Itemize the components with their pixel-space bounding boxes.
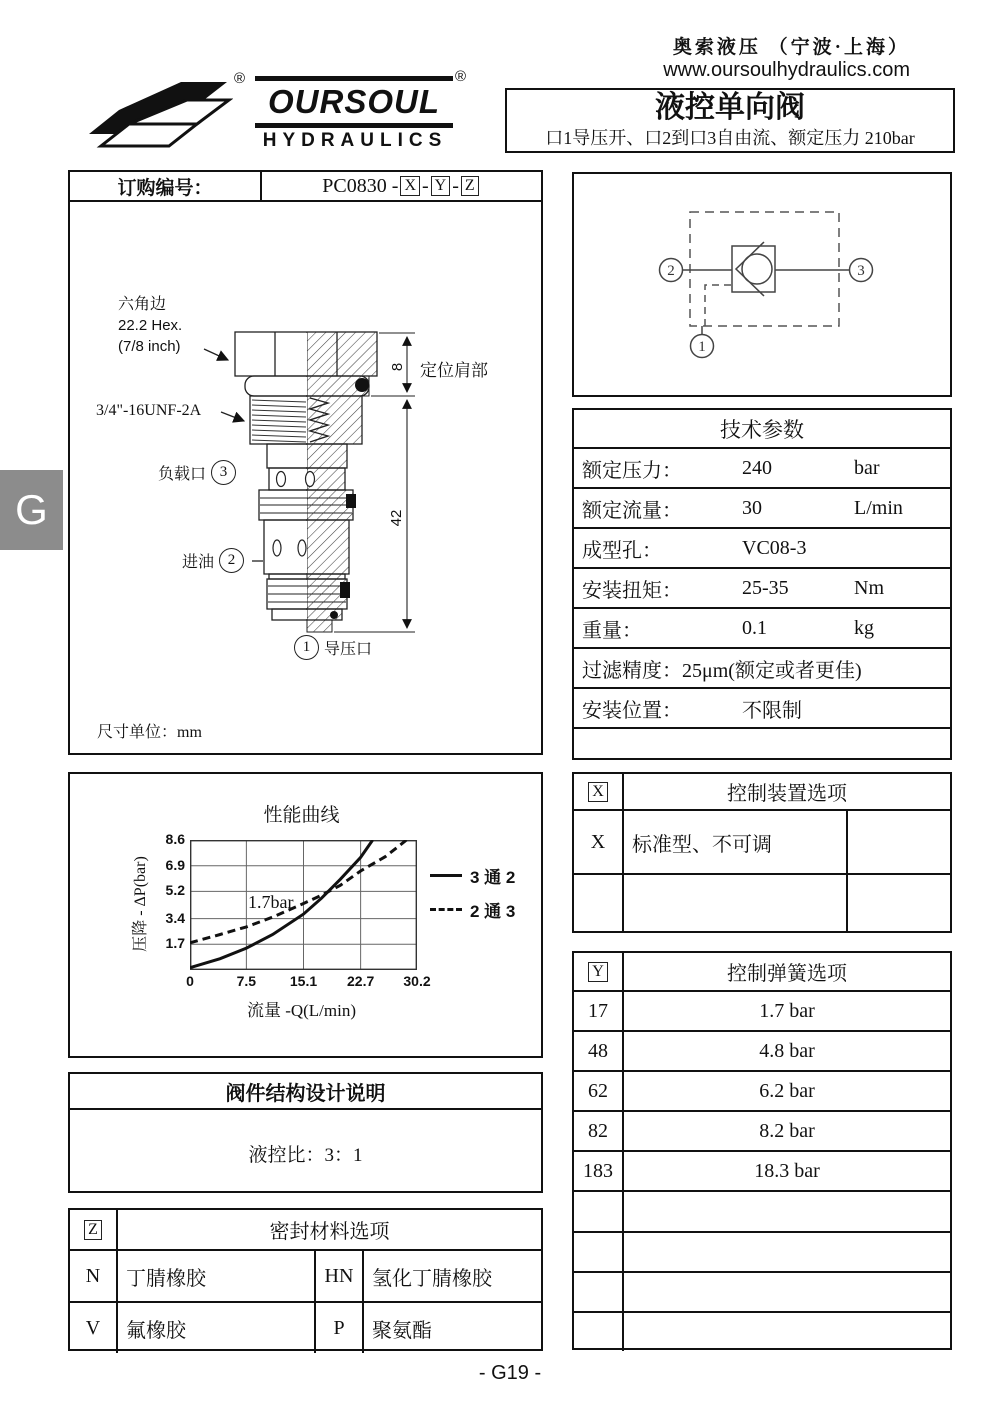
code-y-box: Y — [588, 962, 608, 982]
dashed-line-icon — [430, 908, 462, 911]
seal-desc: 丁腈橡胶 — [118, 1251, 316, 1301]
table-row — [574, 529, 950, 569]
y-tick-label: 1.7 — [165, 935, 185, 952]
table-row — [70, 1251, 541, 1303]
separator: - — [422, 174, 429, 197]
tech-table-title: 技术参数 — [574, 410, 950, 449]
x-tick-label: 15.1 — [289, 973, 318, 989]
port1-label — [294, 635, 372, 660]
chart-plot-area — [165, 831, 431, 989]
port3-number-icon: 3 — [211, 460, 236, 485]
table-header — [70, 1210, 541, 1251]
table-row — [574, 992, 950, 1032]
table-row — [574, 811, 950, 875]
spring-code: 48 — [574, 1032, 624, 1070]
table-header — [574, 774, 950, 811]
legend-item — [430, 858, 515, 892]
y-tick-label: 8.6 — [165, 831, 185, 847]
y-tick-label: 5.2 — [165, 882, 185, 899]
y-tick-label: 3.4 — [165, 909, 185, 926]
row-label: 额定压力： — [582, 459, 682, 482]
row-unit: bar — [854, 456, 880, 479]
shoulder-label: 定位肩部 — [420, 361, 488, 380]
design-note-title: 阀件结构设计说明 — [70, 1074, 541, 1110]
spring-value: 1.7 bar — [759, 999, 815, 1022]
spring-value — [624, 1313, 950, 1351]
table-row — [574, 569, 950, 609]
table-row — [574, 609, 950, 649]
legend-label: 2 通 3 — [470, 901, 516, 921]
order-number-label: 订购编号： — [70, 172, 262, 200]
drawing-panel — [68, 170, 543, 755]
table-row — [574, 1313, 950, 1351]
brand-website: www.oursoulhydraulics.com — [663, 59, 910, 81]
table-row — [574, 449, 950, 489]
table-row — [574, 1112, 950, 1152]
row-label: 安装位置： — [582, 699, 682, 722]
unit-note: 尺寸单位：mm — [97, 724, 202, 741]
spring-code: 82 — [574, 1112, 624, 1150]
legend-label: 3 通 2 — [470, 867, 516, 887]
spring-symbol — [310, 398, 328, 442]
table-row — [574, 1152, 950, 1192]
row-label: 重量： — [582, 619, 642, 642]
schem-port2: 2 — [667, 263, 675, 279]
row-label: 额定流量： — [582, 499, 682, 522]
port2-label — [182, 548, 244, 573]
table-row — [574, 1032, 950, 1072]
option-extra — [846, 811, 950, 873]
table-row — [574, 1273, 950, 1313]
spring-value: 6.2 bar — [759, 1079, 815, 1102]
row-value: 不限制 — [742, 699, 802, 722]
hydraulic-schematic-panel — [572, 172, 952, 397]
chart-title: 性能曲线 — [263, 805, 340, 826]
table-row — [70, 1303, 541, 1353]
option-desc: 标准型、不可调 — [632, 833, 772, 856]
product-subtitle: 口1导压开、口2到口3自由流、额定压力 210bar — [545, 128, 915, 148]
table-row — [574, 489, 950, 529]
row-unit: kg — [854, 616, 874, 639]
control-spring-options-table — [572, 951, 952, 1350]
registered-mark-icon: ® — [234, 70, 246, 87]
oursoul-logo-icon — [85, 74, 233, 158]
tech-parameters-table — [572, 408, 952, 760]
table-row — [574, 875, 950, 933]
row-value: VC08-3 — [742, 536, 807, 559]
registered-mark-icon: ® — [455, 68, 467, 85]
port3-text: 负载口 — [158, 466, 207, 483]
spring-value — [624, 1273, 950, 1311]
dim-42: 42 — [388, 509, 405, 527]
x-tick-label: 0 — [186, 973, 194, 989]
option-code: X — [574, 811, 624, 873]
table-row — [574, 1072, 950, 1112]
seal-code: V — [70, 1303, 118, 1353]
port2-text: 进油 — [182, 554, 215, 571]
seal-desc: 氢化丁腈橡胶 — [372, 1267, 492, 1290]
seal-code: P — [316, 1303, 364, 1353]
table-row — [574, 1233, 950, 1273]
y-tick-label: 6.9 — [165, 856, 185, 873]
port1-text: 导压口 — [324, 641, 373, 658]
table-header — [574, 953, 950, 992]
check-valve-schematic — [574, 174, 950, 395]
dim-8: 8 — [389, 362, 406, 372]
spring-code: 17 — [574, 992, 624, 1030]
code-x-box: X — [588, 782, 608, 802]
logo-subtitle: HYDRAULICS — [262, 130, 448, 151]
seal-desc: 聚氨酯 — [372, 1319, 432, 1342]
seal-material-options-table — [68, 1208, 543, 1351]
hex-label-cn: 六角边 — [118, 296, 167, 313]
port2-number-icon: 2 — [219, 548, 244, 573]
row-value: 25-35 — [742, 576, 789, 599]
row-unit: Nm — [854, 576, 884, 599]
port3-label — [158, 460, 236, 485]
seal-code: N — [70, 1251, 118, 1301]
pilot-line — [705, 285, 732, 326]
row-value: 240 — [742, 456, 772, 479]
x-tick-label: 22.7 — [347, 973, 375, 989]
design-note-content: 液控比：3：1 — [248, 1145, 363, 1166]
separator: - — [452, 174, 459, 197]
page-number: - G19 - — [478, 1362, 542, 1384]
code-y-box: Y — [431, 176, 451, 196]
table-row — [574, 729, 950, 764]
order-number-row — [70, 172, 541, 202]
table-row — [574, 649, 950, 689]
thread-label: 3/4"-16UNF-2A — [96, 402, 202, 419]
spring-value — [624, 1192, 950, 1230]
design-note-panel — [68, 1072, 543, 1193]
hex-size: 22.2 Hex. — [118, 317, 183, 334]
product-title: 液控单向阀 — [655, 91, 805, 124]
hex-size-inch: (7/8 inch) — [118, 338, 181, 355]
z-table-title: 密封材料选项 — [269, 1221, 390, 1243]
solid-line-icon — [430, 874, 462, 877]
option-code — [574, 875, 624, 933]
row-label: 安装扭矩： — [582, 579, 682, 602]
row-value: 25μm(额定或者更佳) — [682, 659, 862, 682]
spring-value: 8.2 bar — [759, 1119, 815, 1142]
chart-canvas — [190, 840, 417, 970]
schem-port1: 1 — [698, 339, 706, 355]
seal-desc: 氟橡胶 — [118, 1303, 316, 1353]
logo-wordmark: OURSOUL — [255, 76, 453, 128]
row-value: 0.1 — [742, 616, 767, 639]
schem-port3: 3 — [857, 263, 865, 279]
spring-code — [574, 1313, 624, 1351]
table-row — [574, 1192, 950, 1232]
spring-code: 183 — [574, 1152, 624, 1190]
x-tick-label: 30.2 — [403, 973, 431, 989]
table-row — [574, 689, 950, 729]
spring-code — [574, 1273, 624, 1311]
performance-chart-panel — [68, 772, 543, 1058]
order-number-code — [262, 172, 541, 200]
row-label: 过滤精度： — [582, 659, 682, 682]
x-table-title: 控制装置选项 — [727, 783, 847, 805]
code-z-box: Z — [461, 176, 479, 196]
spring-code: 62 — [574, 1072, 624, 1110]
spring-code — [574, 1233, 624, 1271]
section-tab-g: G — [0, 470, 63, 550]
spring-value: 18.3 bar — [754, 1159, 820, 1182]
x-axis-label: 流量 -Q(L/min) — [246, 1001, 357, 1020]
chart-annotation: 1.7bar — [248, 892, 294, 912]
code-z-box: Z — [84, 1220, 102, 1240]
control-device-options-table — [572, 772, 952, 933]
seal-code: HN — [316, 1251, 364, 1301]
option-extra — [846, 875, 950, 933]
code-x-box: X — [400, 176, 420, 196]
product-title-box — [505, 88, 955, 153]
y-table-title: 控制弹簧选项 — [727, 963, 847, 985]
legend-item — [430, 892, 515, 926]
valve-cross-section-drawing — [70, 172, 541, 753]
row-unit: L/min — [854, 496, 903, 519]
spring-value — [624, 1233, 950, 1271]
y-axis-label: 压降 - ΔP(bar) — [132, 856, 149, 952]
brand-name-cn: 奥索液压 （宁波·上海） — [672, 37, 910, 58]
spring-code — [574, 1192, 624, 1230]
chart-legend — [430, 858, 515, 926]
option-desc — [624, 875, 846, 933]
hex-label — [118, 294, 182, 357]
model-code: PC0830 — [322, 174, 387, 197]
row-value: 30 — [742, 496, 762, 519]
port1-number-icon: 1 — [294, 635, 319, 660]
x-tick-label: 7.5 — [236, 973, 257, 989]
row-label: 成型孔： — [582, 539, 662, 562]
separator: - — [391, 174, 399, 197]
spring-value: 4.8 bar — [759, 1039, 815, 1062]
